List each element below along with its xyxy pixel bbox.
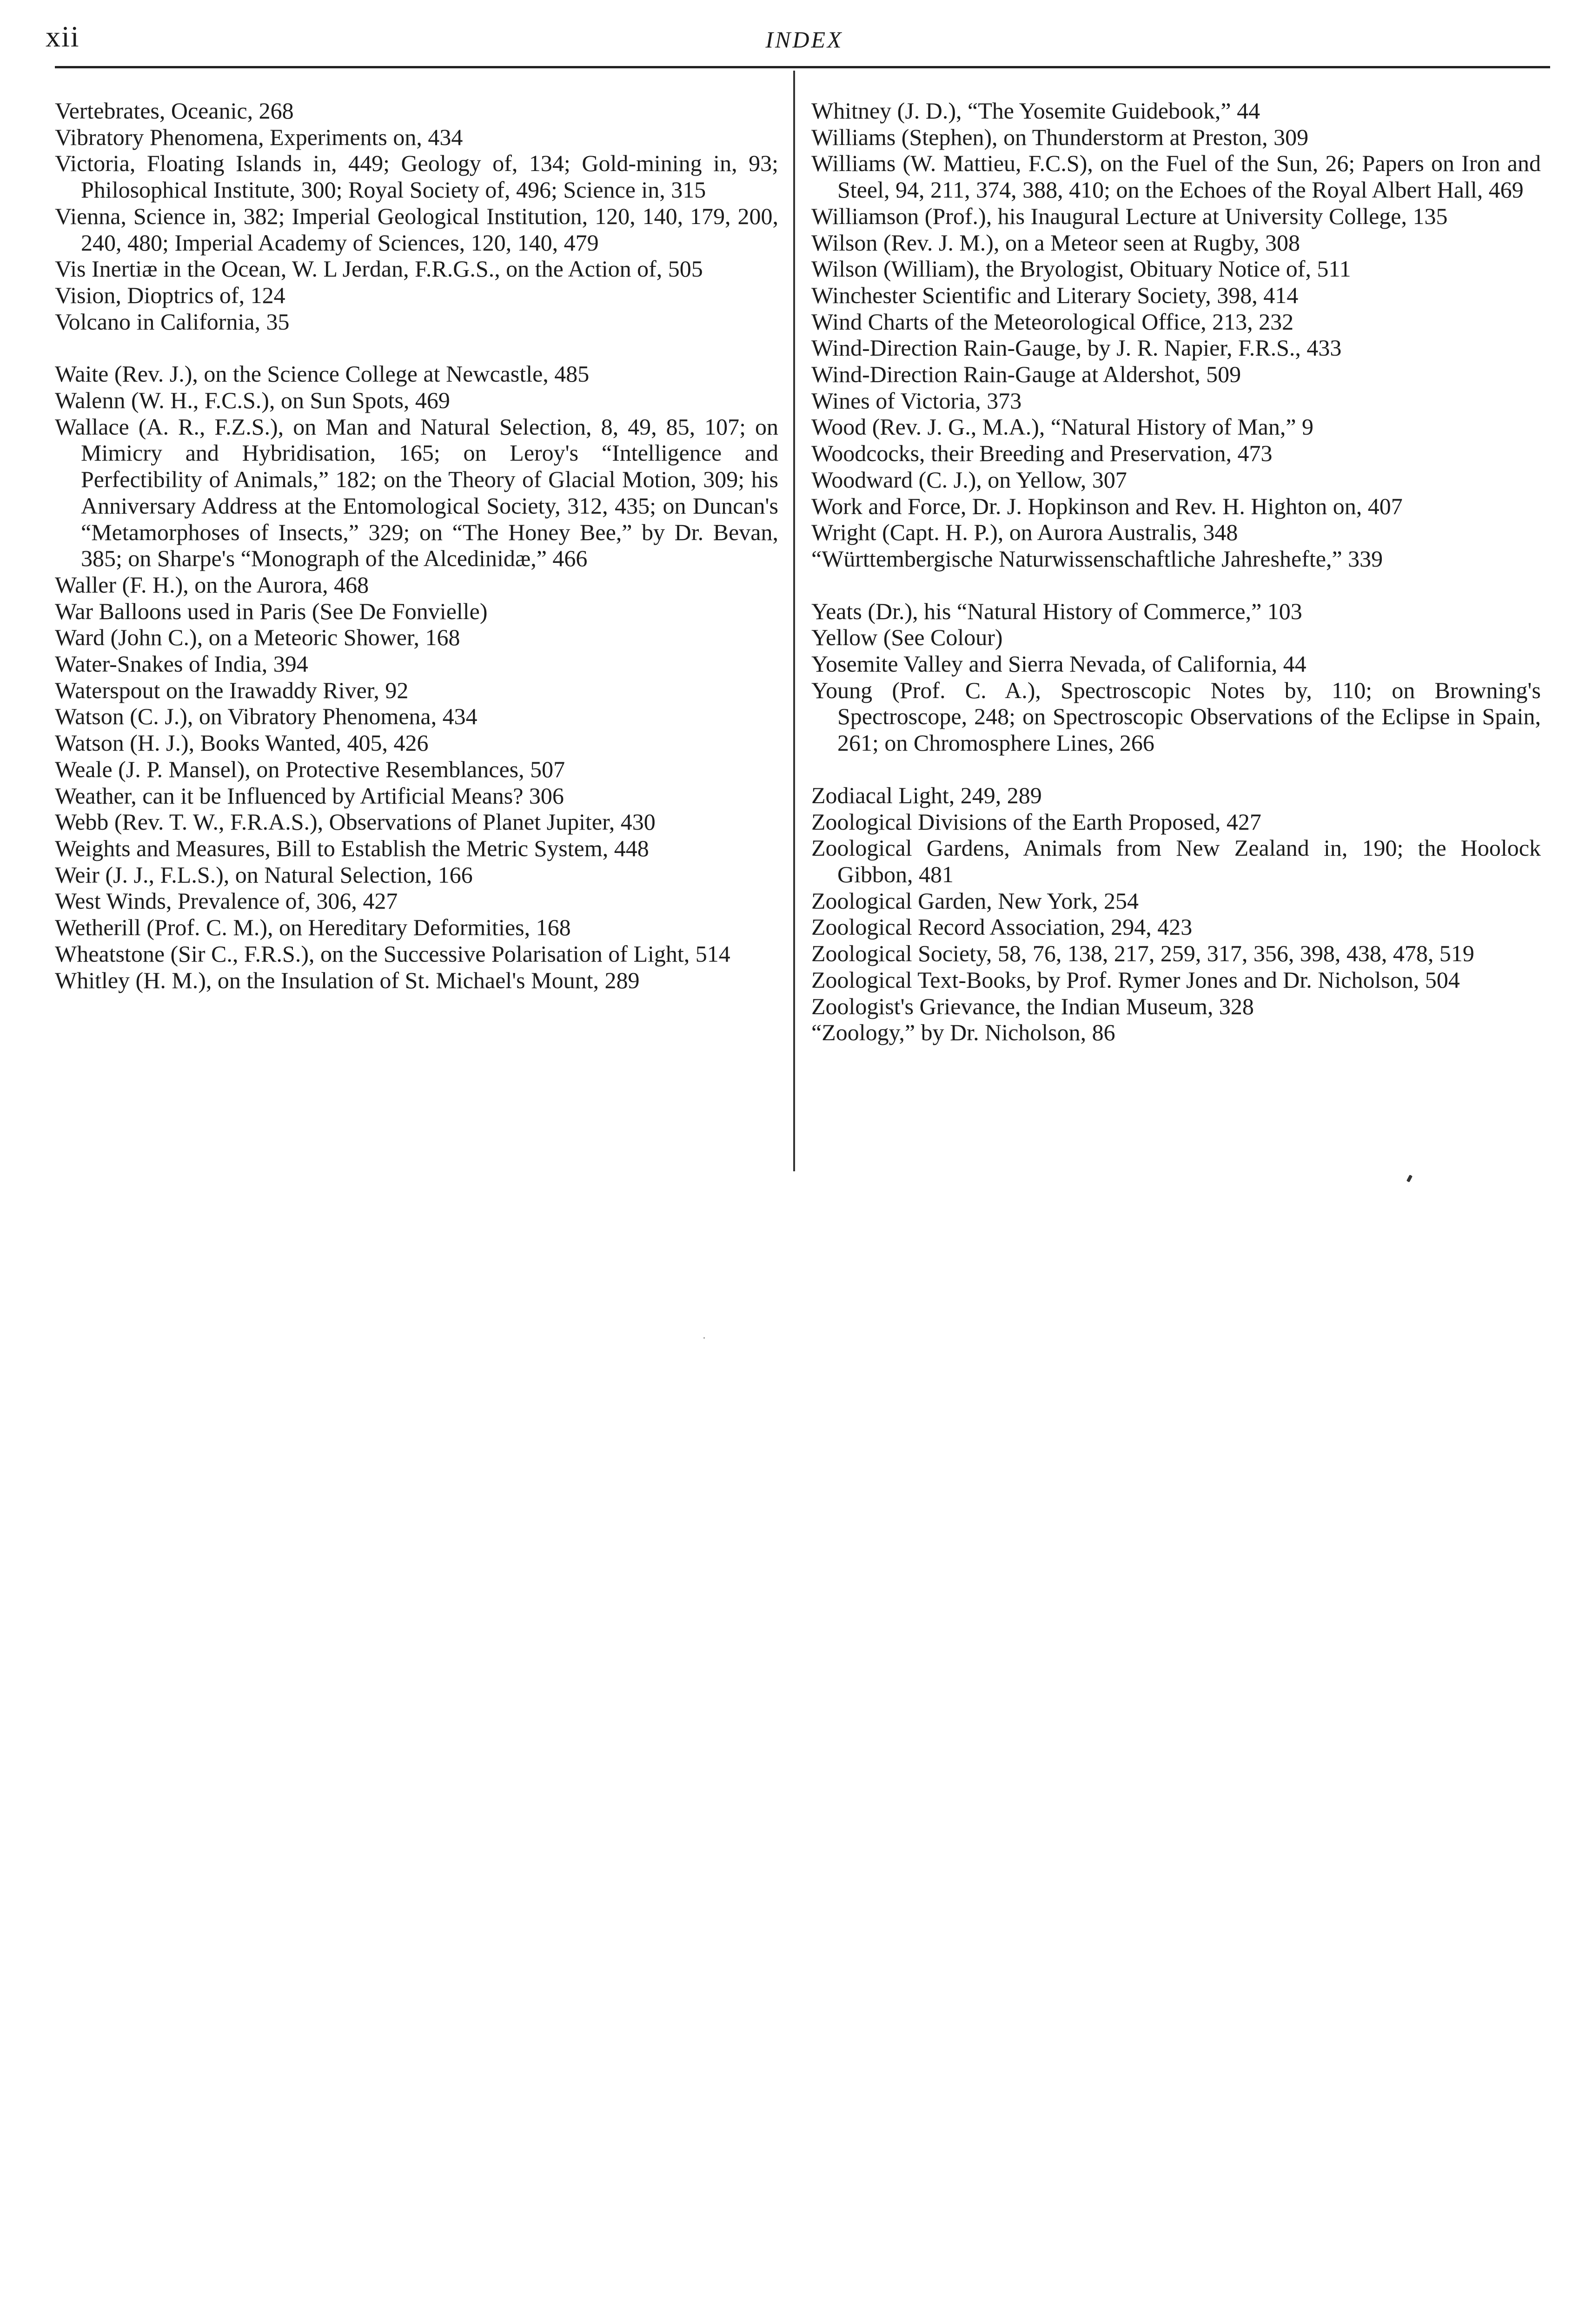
- index-entry: Whitney (J. D.), “The Yosemite Guidebook,” 44: [811, 98, 1260, 124]
- index-entry: Wilson (William), the Bryologist, Obituary Notice of, 511: [811, 256, 1351, 282]
- index-entry: Waterspout on the Irawaddy River, 92: [55, 677, 409, 703]
- index-entry: Whitley (H. M.), on the Insulation of St. Michael's Mount, 289: [55, 967, 640, 993]
- index-entry: Wines of Victoria, 373: [811, 387, 1022, 414]
- index-entry: Vibratory Phenomena, Experiments on, 434: [55, 124, 463, 150]
- index-entry: Woodcocks, their Breeding and Preservation, 473: [811, 440, 1273, 467]
- index-entry: Zoological Garden, New York, 254: [811, 887, 1139, 914]
- index-column-left: [55, 98, 778, 993]
- running-title: INDEX: [765, 26, 843, 53]
- header-rule: [55, 66, 1550, 68]
- index-entry: Vis Inertiæ in the Ocean, W. L Jerdan, F.R.G.S., on the Action of, 505: [55, 256, 703, 282]
- index-entry: Wind Charts of the Meteorological Office, 213, 232: [811, 308, 1294, 335]
- paper-speck: [703, 1337, 705, 1339]
- ink-mark: [1406, 1175, 1413, 1182]
- section-gap: [55, 335, 778, 361]
- index-entry: Work and Force, Dr. J. Hopkinson and Rev. H. Highton on, 407: [811, 493, 1403, 519]
- index-entry: Watson (H. J.), Books Wanted, 405, 426: [55, 730, 429, 756]
- index-entry: Water-Snakes of India, 394: [55, 651, 308, 677]
- index-entry: Volcano in California, 35: [55, 308, 290, 335]
- index-entry: Wilson (Rev. J. M.), on a Meteor seen at Rugby, 308: [811, 229, 1300, 256]
- index-entry: West Winds, Prevalence of, 306, 427: [55, 888, 398, 914]
- index-entry: Vertebrates, Oceanic, 268: [55, 98, 294, 124]
- index-entry: Zoologist's Grievance, the Indian Museum, 328: [811, 993, 1254, 1019]
- index-entry: Zodiacal Light, 249, 289: [811, 782, 1042, 808]
- index-entry: Waller (F. H.), on the Aurora, 468: [55, 571, 369, 598]
- index-entry: Wetherill (Prof. C. M.), on Hereditary Deformities, 168: [55, 914, 571, 941]
- index-entry: Zoological Record Association, 294, 423: [811, 914, 1193, 940]
- index-entry: Wind-Direction Rain-Gauge, by J. R. Napier, F.R.S., 433: [811, 335, 1342, 361]
- index-entry: Vision, Dioptrics of, 124: [55, 282, 285, 308]
- index-entry: Webb (Rev. T. W., F.R.A.S.), Observations of Planet Jupiter, 430: [55, 809, 656, 835]
- index-entry: Victoria, Floating Islands in, 449; Geology of, 134; Gold-mining in, 93; Philosophical Institute, 300; Royal Society of, 496; Science in, 315: [55, 150, 778, 203]
- index-entry: Williamson (Prof.), his Inaugural Lecture at University College, 135: [811, 203, 1448, 229]
- index-entry: Walenn (W. H., F.C.S.), on Sun Spots, 469: [55, 387, 450, 414]
- index-entry: Zoological Gardens, Animals from New Zealand in, 190; the Hoolock Gibbon, 481: [811, 835, 1541, 887]
- index-entry: Wallace (A. R., F.Z.S.), on Man and Natural Selection, 8, 49, 85, 107; on Mimicry and Hybridisation, 165; on Leroy's “Intelligence and Perfectibility of Animals,” 182; on the Theory of Glacial Motion, 309; his Anniversary Address at the Entomological Society, 312, 435; on Duncan's “Metamorphoses of Insects,” 329; on “The Honey Bee,” by Dr. Bevan, 385; on Sharpe's “Monograph of the Alcedinidæ,” 466: [55, 413, 778, 572]
- index-entry: Yeats (Dr.), his “Natural History of Commerce,” 103: [811, 598, 1302, 624]
- index-entry: Zoological Society, 58, 76, 138, 217, 259, 317, 356, 398, 438, 478, 519: [811, 940, 1474, 967]
- index-entry: Winchester Scientific and Literary Society, 398, 414: [811, 282, 1299, 308]
- index-entry: Zoological Divisions of the Earth Proposed, 427: [811, 808, 1261, 835]
- index-entry: Williams (Stephen), on Thunderstorm at Preston, 309: [811, 124, 1309, 150]
- index-entry: Wright (Capt. H. P.), on Aurora Australis, 348: [811, 519, 1238, 546]
- index-entry: Vienna, Science in, 382; Imperial Geological Institution, 120, 140, 179, 200, 240, 480; Imperial Academy of Sciences, 120, 140, 479: [55, 203, 778, 256]
- index-entry: Wood (Rev. J. G., M.A.), “Natural History of Man,” 9: [811, 414, 1314, 440]
- index-column-right: [811, 98, 1541, 1046]
- index-entry: Weir (J. J., F.L.S.), on Natural Selection, 166: [55, 861, 473, 888]
- section-gap: [811, 572, 1541, 598]
- index-entry: War Balloons used in Paris (See De Fonvielle): [55, 598, 488, 624]
- index-entry: Ward (John C.), on a Meteoric Shower, 168: [55, 624, 460, 651]
- index-entry: Weather, can it be Influenced by Artificial Means? 306: [55, 782, 564, 809]
- index-entry: Williams (W. Mattieu, F.C.S), on the Fuel of the Sun, 26; Papers on Iron and Steel, 94, 211, 374, 388, 410; on the Echoes of the Royal Albert Hall, 469: [811, 150, 1541, 203]
- index-entry: “Zoology,” by Dr. Nicholson, 86: [811, 1019, 1115, 1046]
- index-entry: Wind-Direction Rain-Gauge at Aldershot, 509: [811, 361, 1241, 388]
- index-entry: Young (Prof. C. A.), Spectroscopic Notes by, 110; on Browning's Spectroscope, 248; on Spectroscopic Observations of the Eclipse in Spain, 261; on Chromosphere Lines, 266: [811, 677, 1541, 756]
- index-entry: Yellow (See Colour): [811, 624, 1003, 651]
- index-entry: Zoological Text-Books, by Prof. Rymer Jones and Dr. Nicholson, 504: [811, 966, 1460, 993]
- page-number: xii: [46, 20, 80, 53]
- index-entry: Woodward (C. J.), on Yellow, 307: [811, 466, 1127, 493]
- column-divider: [793, 71, 795, 1171]
- index-entry: Weale (J. P. Mansel), on Protective Resemblances, 507: [55, 756, 565, 782]
- index-entry: Watson (C. J.), on Vibratory Phenomena, 434: [55, 703, 477, 730]
- index-entry: Wheatstone (Sir C., F.R.S.), on the Successive Polarisation of Light, 514: [55, 940, 730, 967]
- index-entry: “Württembergische Naturwissenschaftliche Jahreshefte,” 339: [811, 545, 1383, 572]
- section-gap: [811, 756, 1541, 782]
- index-entry: Weights and Measures, Bill to Establish the Metric System, 448: [55, 835, 649, 861]
- index-entry: Waite (Rev. J.), on the Science College at Newcastle, 485: [55, 361, 590, 387]
- index-entry: Yosemite Valley and Sierra Nevada, of California, 44: [811, 651, 1306, 677]
